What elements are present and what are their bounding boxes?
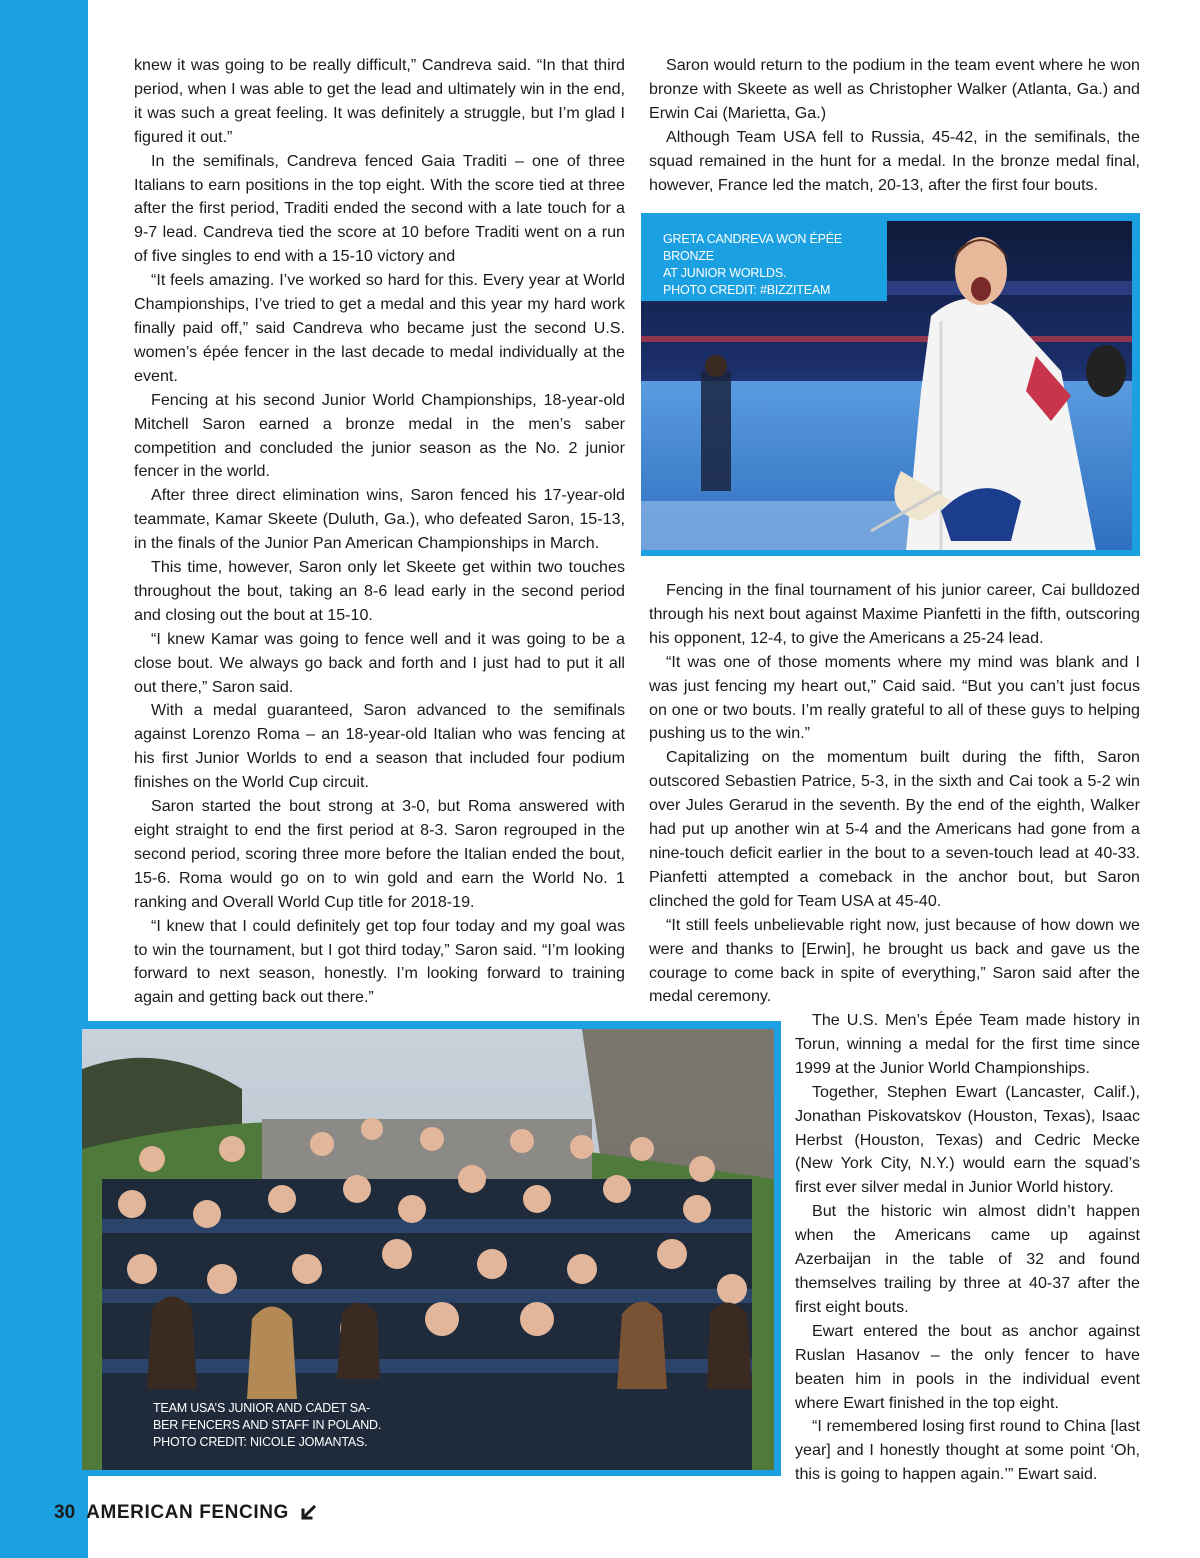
- caption-line: PHOTO CREDIT: #BIZZITEAM: [663, 283, 831, 297]
- paragraph: Saron would return to the podium in the team event where he won bronze with Skeete as well as Christopher Walker (Atlanta, Ga.) and Erwin Cai (Marietta, Ga.): [649, 56, 1140, 122]
- photo-candreva: [641, 221, 1132, 550]
- page-number: 30: [54, 1502, 76, 1523]
- photo-team-frame: [80, 1021, 781, 1476]
- caption-line: TEAM USA’S JUNIOR AND CADET SA-: [153, 1401, 370, 1415]
- caption-line: PHOTO CREDIT: NICOLE JOMANTAS.: [153, 1435, 368, 1449]
- page-footer: [54, 1500, 317, 1526]
- caption-line: AT JUNIOR WORLDS.: [663, 266, 787, 280]
- paragraph: Fencing in the final tournament of his junior career, Cai bulldozed through his next bout against Maxime Pianfetti in the fifth, outscoring his opponent, 12-4, to give the Americans a 25-24 lead.: [649, 581, 1140, 647]
- photo-team: [82, 1029, 774, 1470]
- photo-candreva-caption: [663, 231, 887, 299]
- article-column-right-top: [649, 54, 1140, 197]
- paragraph: knew it was going to be really difficult,” Candreva said. “In that third period, when I was able to get the lead and ultimately win in the end, it was such a great feeling. It was definitely a struggle, but I’m glad I figured it out.”: [134, 56, 625, 146]
- paragraph: Together, Stephen Ewart (Lancaster, Calif.), Jonathan Piskovatskov (Houston, Texas), Isaac Herbst (Houston, Texas) and Cedric Mecke (New York City, N.Y.) would earn the squad’s first ever silver medal in Junior World history.: [795, 1082, 1140, 1197]
- paragraph: Ewart entered the bout as anchor against Ruslan Hasanov – the only fencer to have beaten him in pools in the individual event where Ewart finished in the top eight.: [795, 1321, 1140, 1412]
- photo-team-caption: [153, 1400, 381, 1451]
- caption-line: GRETA CANDREVA WON ÉPÉE BRONZE: [663, 232, 842, 263]
- photo-candreva-frame: [641, 213, 1140, 556]
- paragraph: “I knew that I could definitely get top four today and my goal was to win the tournament, but I got third today,” Saron said. “I’m looking forward to next season, honestly. I’m looking forward to training again and getting back out there.”: [134, 916, 625, 1007]
- paragraph: In the semifinals, Candreva fenced Gaia Traditi – one of three Italians to earn positions in the top eight. With the score tied at three after the first period, Traditi ended the second with a late touch for a 9-7 lead. Candreva tied the score at 10 before Traditi went on a run of five singles to end with a 15-10 victory and: [134, 151, 625, 266]
- caption-line: BER FENCERS AND STAFF IN POLAND.: [153, 1418, 382, 1432]
- paragraph: “It was one of those moments where my mind was blank and I was just fencing my heart out,” Caid said. “But you can’t just focus on one or two bouts. I’m really grateful to all of these guys to helping pushing us to the win.”: [649, 652, 1140, 743]
- paragraph: “I knew Kamar was going to fence well and it was going to be a close bout. We always go back and forth and I just had to put it all out there,” Saron said.: [134, 629, 625, 696]
- paragraph: The U.S. Men’s Épée Team made history in Torun, winning a medal for the first time since 1999 at the Junior World Championships.: [795, 1011, 1140, 1077]
- paragraph: Fencing at his second Junior World Championships, 18-year-old Mitchell Saron earned a bronze medal in the men’s saber competition and concluded the junior season as the No. 2 junior fencer in the world.: [134, 390, 625, 481]
- arrow-down-left-icon: [299, 1504, 317, 1522]
- article-column-bottom-right: [795, 1009, 1140, 1487]
- side-accent-bar: [0, 0, 88, 1558]
- paragraph: Saron started the bout strong at 3-0, but Roma answered with eight straight to end the first period at 8-3. Saron regrouped in the second period, scoring three more before the Italian ended the bout, 15-6. Roma would go on to win gold and earn the World No. 1 ranking and Overall World Cup title for 2018-19.: [134, 797, 625, 911]
- paragraph: With a medal guaranteed, Saron advanced to the semifinals against Lorenzo Roma – an 18-year-old Italian who was fencing at his first Junior Worlds to end a season that included four podium finishes on the World Cup circuit.: [134, 701, 625, 792]
- article-column-left: [134, 54, 625, 1010]
- magazine-title: AMERICAN FENCING: [86, 1502, 289, 1523]
- paragraph: Capitalizing on the momentum built during the fifth, Saron outscored Sebastien Patrice, 5-3, in the sixth and Cai took a 5-2 win over Jules Gerarud in the seventh. By the end of the eighth, Walker had put up another win at 5-4 and the Americans had gone from a nine-touch deficit earlier in the bout to a seven-touch lead at 40-33. Pianfetti attempted a comeback in the anchor bout, but Saron clinched the gold for Team USA at 45-40.: [649, 748, 1140, 910]
- photo-candreva-caption-box: [641, 221, 887, 301]
- article-column-right-middle: [649, 579, 1140, 1009]
- paragraph: But the historic win almost didn’t happen when the Americans came up against Azerbaijan in the table of 32 and found themselves trailing by three at 40-37 after the first eight bouts.: [795, 1202, 1140, 1316]
- paragraph: “It feels amazing. I’ve worked so hard for this. Every year at World Championships, I’ve tried to get a medal and this year my hard work finally paid off,” said Candreva who became just the second U.S. women’s épée fencer in the last decade to medal individually at the event.: [134, 271, 625, 385]
- paragraph: This time, however, Saron only let Skeete get within two touches throughout the bout, taking an 8-6 lead early in the second period and closing out the bout at 15-10.: [134, 558, 625, 624]
- paragraph: “I remembered losing first round to China [last year] and I honestly thought at some point ‘Oh, this is going to happen again.’” Ewart said.: [795, 1417, 1140, 1484]
- paragraph: “It still feels unbelievable right now, just because of how down we were and thanks to [Erwin], he brought us back and gave us the courage to come back in spite of everything,” Saron said after the medal ceremony.: [649, 915, 1140, 1006]
- paragraph: After three direct elimination wins, Saron fenced his 17-year-old teammate, Kamar Skeete (Duluth, Ga.), who defeated Saron, 15-13, in the finals of the Junior Pan American Championships in March.: [134, 486, 625, 553]
- paragraph: Although Team USA fell to Russia, 45-42, in the semifinals, the squad remained in the hunt for a medal. In the bronze medal final, however, France led the match, 20-13, after the first four bouts.: [649, 127, 1140, 194]
